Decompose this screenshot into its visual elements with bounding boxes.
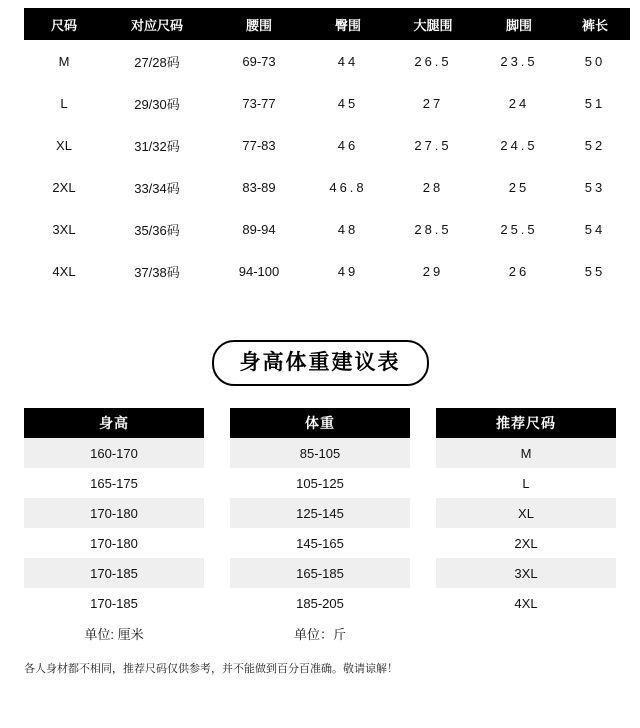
size-table-head <box>24 8 630 40</box>
waist-cell: 83-89 <box>210 166 308 208</box>
equiv-cell: 29/30码 <box>104 82 210 124</box>
table-row <box>24 166 630 208</box>
waist-cell: 94-100 <box>210 250 308 292</box>
recommended-size-header: 推荐尺码 <box>436 408 616 438</box>
height-cell: 170-180 <box>24 498 204 528</box>
weight-table <box>230 408 410 648</box>
table-row <box>24 82 630 124</box>
ankle-cell: 23.5 <box>478 40 560 82</box>
thigh-cell: 28 <box>388 166 478 208</box>
table-row <box>230 588 410 618</box>
height-cell: 170-180 <box>24 528 204 558</box>
weight-cell: 185-205 <box>230 588 410 618</box>
hip-cell: 46.8 <box>308 166 388 208</box>
hip-cell: 44 <box>308 40 388 82</box>
size-rec-table-head <box>436 408 616 438</box>
recommended-size-cell: 4XL <box>436 588 616 618</box>
size-table-header-cell: 裤长 <box>560 8 630 40</box>
recommendation-tables <box>24 408 616 648</box>
weight-cell: 85-105 <box>230 438 410 468</box>
recommended-size-cell: 3XL <box>436 558 616 588</box>
weight-table-head <box>230 408 410 438</box>
size-cell: 4XL <box>24 250 104 292</box>
weight-cell: 145-165 <box>230 528 410 558</box>
length-cell: 51 <box>560 82 630 124</box>
table-row <box>24 124 630 166</box>
hip-cell: 49 <box>308 250 388 292</box>
table-row <box>230 528 410 558</box>
hip-cell: 48 <box>308 208 388 250</box>
height-unit-cell: 单位: 厘米 <box>24 618 204 648</box>
size-table-header-row <box>24 8 630 40</box>
height-table-body <box>24 438 204 648</box>
weight-header: 体重 <box>230 408 410 438</box>
height-cell: 160-170 <box>24 438 204 468</box>
size-cell: 3XL <box>24 208 104 250</box>
weight-cell: 165-185 <box>230 558 410 588</box>
table-row <box>436 498 616 528</box>
ankle-cell: 25 <box>478 166 560 208</box>
thigh-cell: 28.5 <box>388 208 478 250</box>
section-title-wrap <box>0 340 640 386</box>
table-row <box>24 438 204 468</box>
table-row <box>24 468 204 498</box>
length-cell: 54 <box>560 208 630 250</box>
height-table <box>24 408 204 648</box>
table-row <box>436 528 616 558</box>
thigh-cell: 29 <box>388 250 478 292</box>
size-table-header-cell: 大腿围 <box>388 8 478 40</box>
table-row <box>230 618 410 648</box>
page-title: 身高体重建议表 <box>212 340 429 386</box>
height-cell: 165-175 <box>24 468 204 498</box>
table-row <box>436 618 616 648</box>
recommended-size-unit-cell <box>436 618 616 648</box>
weight-cell: 125-145 <box>230 498 410 528</box>
weight-unit-cell: 单位：斤 <box>230 618 410 648</box>
ankle-cell: 24.5 <box>478 124 560 166</box>
table-row <box>436 588 616 618</box>
size-table-header-cell: 腰围 <box>210 8 308 40</box>
equiv-cell: 27/28码 <box>104 40 210 82</box>
ankle-cell: 26 <box>478 250 560 292</box>
table-row <box>24 208 630 250</box>
equiv-cell: 31/32码 <box>104 124 210 166</box>
ankle-cell: 25.5 <box>478 208 560 250</box>
size-cell: M <box>24 40 104 82</box>
recommended-size-cell: M <box>436 438 616 468</box>
waist-cell: 89-94 <box>210 208 308 250</box>
table-row <box>24 250 630 292</box>
hip-cell: 45 <box>308 82 388 124</box>
recommended-size-table <box>436 408 616 648</box>
waist-cell: 77-83 <box>210 124 308 166</box>
hip-cell: 46 <box>308 124 388 166</box>
table-header-row <box>436 408 616 438</box>
length-cell: 50 <box>560 40 630 82</box>
size-cell: L <box>24 82 104 124</box>
table-row <box>230 498 410 528</box>
table-row <box>436 558 616 588</box>
waist-cell: 73-77 <box>210 82 308 124</box>
size-rec-table-body <box>436 438 616 648</box>
footnote-text: 各人身材都不相同，推荐尺码仅供参考，并不能做到百分百准确。敬请谅解！ <box>24 663 398 675</box>
recommended-size-cell: L <box>436 468 616 498</box>
size-cell: 2XL <box>24 166 104 208</box>
thigh-cell: 27.5 <box>388 124 478 166</box>
table-row <box>24 40 630 82</box>
size-cell: XL <box>24 124 104 166</box>
ankle-cell: 24 <box>478 82 560 124</box>
size-table-header-cell: 臀围 <box>308 8 388 40</box>
size-table <box>24 8 630 292</box>
height-cell: 170-185 <box>24 558 204 588</box>
size-table-body <box>24 40 630 292</box>
equiv-cell: 37/38码 <box>104 250 210 292</box>
table-header-row <box>230 408 410 438</box>
recommended-size-cell: XL <box>436 498 616 528</box>
length-cell: 53 <box>560 166 630 208</box>
table-row <box>230 468 410 498</box>
height-cell: 170-185 <box>24 588 204 618</box>
recommended-size-cell: 2XL <box>436 528 616 558</box>
table-row <box>24 528 204 558</box>
size-table-header-cell: 尺码 <box>24 8 104 40</box>
thigh-cell: 26.5 <box>388 40 478 82</box>
table-row <box>436 438 616 468</box>
size-table-header-cell: 脚围 <box>478 8 560 40</box>
height-table-head <box>24 408 204 438</box>
equiv-cell: 35/36码 <box>104 208 210 250</box>
table-row <box>24 558 204 588</box>
length-cell: 55 <box>560 250 630 292</box>
table-row <box>24 618 204 648</box>
table-row <box>230 558 410 588</box>
table-header-row <box>24 408 204 438</box>
waist-cell: 69-73 <box>210 40 308 82</box>
table-row <box>436 468 616 498</box>
thigh-cell: 27 <box>388 82 478 124</box>
table-row <box>230 438 410 468</box>
equiv-cell: 33/34码 <box>104 166 210 208</box>
weight-table-body <box>230 438 410 648</box>
height-header: 身高 <box>24 408 204 438</box>
table-row <box>24 588 204 618</box>
weight-cell: 105-125 <box>230 468 410 498</box>
size-table-header-cell: 对应尺码 <box>104 8 210 40</box>
table-row <box>24 498 204 528</box>
length-cell: 52 <box>560 124 630 166</box>
